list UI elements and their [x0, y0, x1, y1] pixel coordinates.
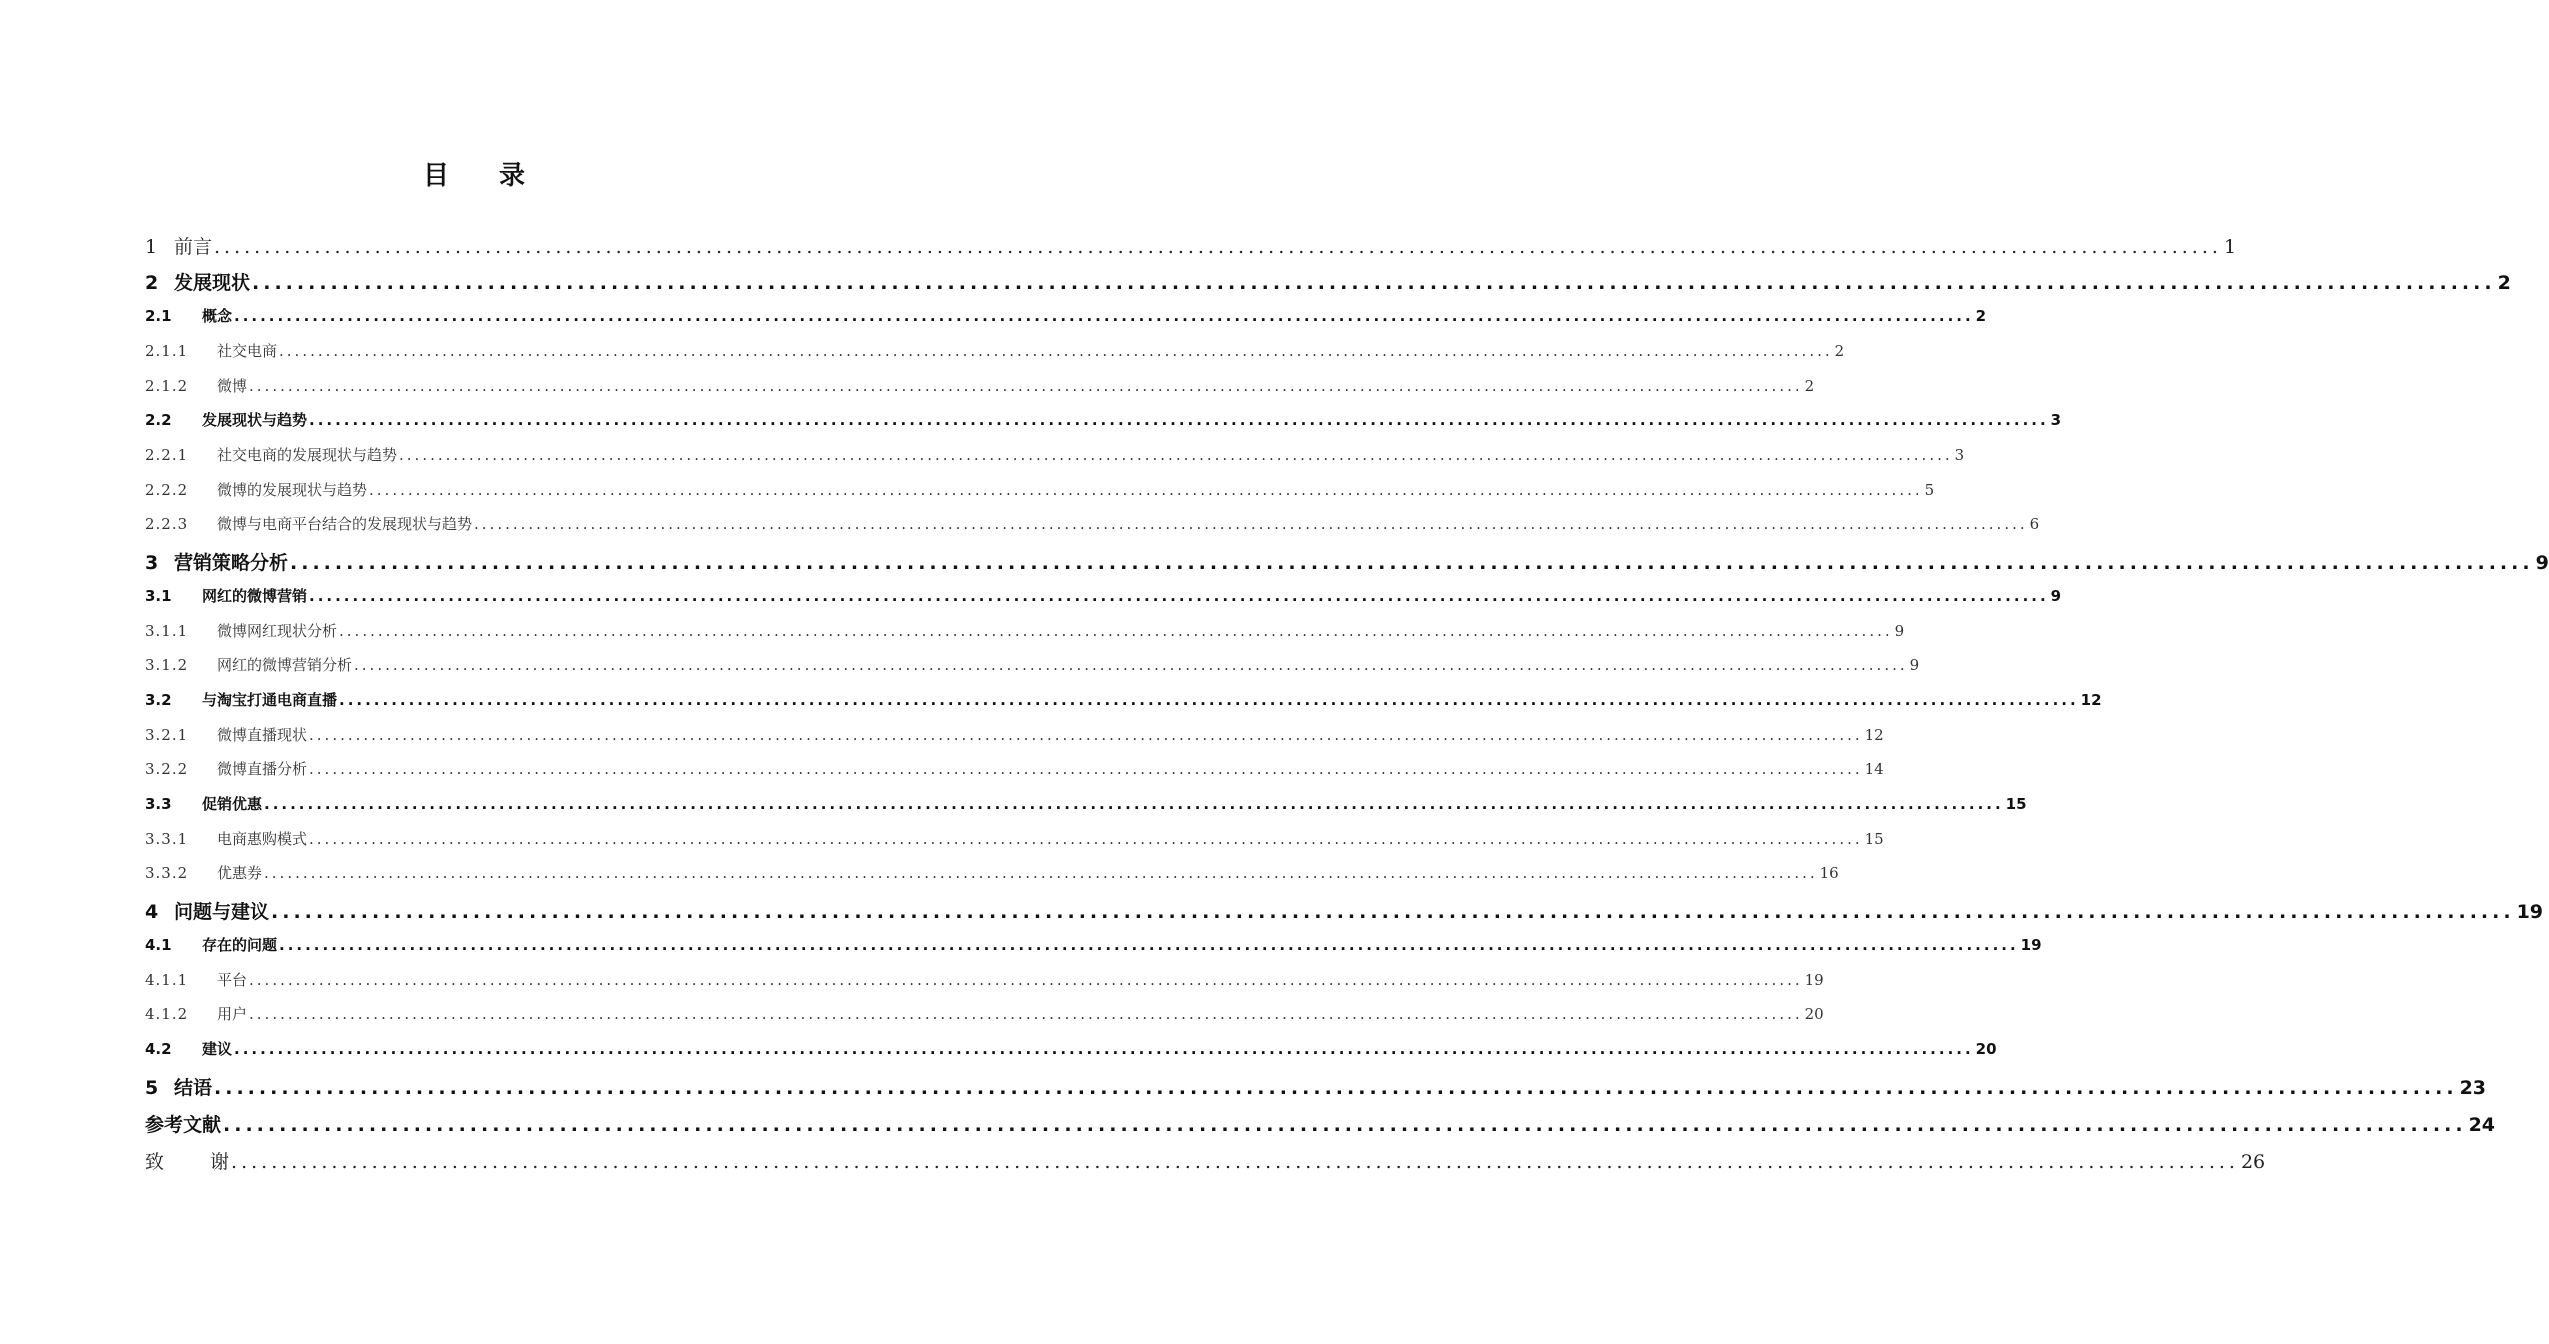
toc-entry-page-number: 9	[1894, 621, 1905, 640]
toc-entry-number: 2.2.3	[145, 515, 189, 533]
toc-leader-dots: ........................................................................................................................................................................................................	[279, 342, 1833, 360]
table-of-contents	[145, 232, 2549, 1183]
toc-entry-page-number: 15	[2005, 794, 2027, 813]
toc-entry-title: 电商惠购模式	[217, 829, 308, 848]
toc-entry-number: 2	[145, 272, 159, 294]
toc-entry-page-number: 20	[1975, 1039, 1997, 1058]
toc-leader-dots: ........................................................................................................................................................................................................	[290, 551, 2534, 574]
toc-entry[interactable]	[145, 897, 2544, 934]
toc-entry[interactable]	[145, 479, 1935, 514]
toc-leader-dots: ........................................................................................................................................................................................................	[223, 1113, 2467, 1136]
toc-entry-number: 3.1	[145, 586, 172, 605]
toc-entry-title: 微博与电商平台结合的发展现状与趋势	[217, 515, 473, 533]
toc-entry-number: 3	[145, 551, 159, 574]
toc-entry[interactable]	[145, 1073, 2487, 1110]
toc-entry[interactable]	[145, 513, 2040, 548]
toc-entry-number: 4.1	[145, 935, 172, 954]
toc-leader-dots: ........................................................................................................................................................................................................	[369, 480, 1923, 499]
toc-leader-dots: ........................................................................................................................................................................................................	[234, 307, 1974, 325]
toc-entry-page-number: 9	[2050, 586, 2062, 605]
title-char-left: 目	[422, 161, 451, 191]
toc-leader-dots: ........................................................................................................................................................................................................	[279, 935, 2019, 954]
toc-entry-title: 营销策略分析	[174, 551, 289, 574]
toc-leader-dots: ........................................................................................................................................................................................................	[252, 272, 2496, 294]
toc-entry[interactable]	[145, 340, 1845, 375]
toc-entry-page-number: 1	[2223, 236, 2237, 258]
toc-leader-dots: ........................................................................................................................................................................................................	[309, 760, 1863, 778]
toc-entry[interactable]	[145, 232, 2237, 268]
toc-entry-number: 2.1.2	[145, 376, 189, 395]
toc-entry-title: 社交电商的发展现状与趋势	[217, 446, 398, 464]
title-char-right: 录	[499, 161, 528, 191]
toc-entry-page-number: 15	[1864, 829, 1884, 848]
toc-entry-number: 4	[145, 900, 159, 923]
toc-entry[interactable]	[145, 969, 1824, 1004]
toc-entry-page-number: 20	[1804, 1005, 1824, 1023]
toc-entry-number: 2.2.2	[145, 480, 189, 499]
toc-entry[interactable]	[145, 793, 2027, 828]
toc-entry-title: 网红的微博营销分析	[217, 656, 353, 674]
toc-entry[interactable]	[145, 305, 1987, 340]
toc-entry-number: 3.3.1	[145, 829, 189, 848]
toc-entry-page-number: 2	[1804, 376, 1815, 395]
toc-leader-dots: ........................................................................................................................................................................................................	[474, 515, 2028, 533]
toc-entry[interactable]	[145, 758, 1884, 793]
toc-entry-number: 3.1.1	[145, 621, 189, 640]
toc-entry[interactable]	[145, 548, 2549, 585]
toc-entry-title	[145, 1147, 229, 1174]
toc-entry-page-number: 9	[2535, 551, 2549, 574]
toc-entry-title-char: 致	[145, 1150, 165, 1173]
toc-entry-title: 平台	[217, 970, 248, 989]
toc-leader-dots: ........................................................................................................................................................................................................	[309, 411, 2049, 429]
toc-entry-title: 微博直播现状	[217, 725, 308, 744]
toc-entry-number: 3.3.2	[145, 864, 189, 882]
toc-entry-title: 微博直播分析	[217, 760, 308, 778]
toc-leader-dots: ........................................................................................................................................................................................................	[309, 829, 1863, 848]
toc-entry-page-number: 16	[1819, 864, 1839, 882]
toc-entry-page-number: 19	[1804, 970, 1824, 989]
toc-entry[interactable]	[145, 934, 2042, 969]
toc-leader-dots: ........................................................................................................................................................................................................	[264, 864, 1818, 882]
toc-entry[interactable]	[145, 1038, 1997, 1073]
toc-entry-title: 网红的微博营销	[202, 586, 308, 605]
toc-entry[interactable]	[145, 724, 1884, 759]
toc-entry-title: 问题与建议	[174, 900, 270, 923]
toc-entry[interactable]	[145, 585, 2062, 620]
toc-leader-dots: ........................................................................................................................................................................................................	[249, 970, 1803, 989]
toc-entry[interactable]	[145, 409, 2062, 444]
toc-entry-number: 2.2	[145, 411, 172, 429]
toc-entry-number: 3.1.2	[145, 656, 189, 674]
toc-entry-page-number: 23	[2459, 1076, 2487, 1099]
toc-entry-title: 前言	[174, 236, 213, 258]
toc-leader-dots: ........................................................................................................................................................................................................	[249, 1005, 1803, 1023]
toc-leader-dots: ........................................................................................................................................................................................................	[354, 656, 1908, 674]
toc-leader-dots: ........................................................................................................................................................................................................	[249, 376, 1803, 395]
toc-entry[interactable]	[145, 1003, 1824, 1038]
toc-entry-number: 4.1.2	[145, 1005, 189, 1023]
toc-entry-title: 用户	[217, 1005, 248, 1023]
toc-entry-title: 社交电商	[217, 342, 278, 360]
toc-entry-title: 参考文献	[145, 1113, 222, 1136]
toc-entry[interactable]	[145, 1147, 2266, 1183]
toc-entry-page-number: 2	[1975, 307, 1987, 325]
toc-entry-page-number: 19	[2516, 900, 2544, 923]
toc-entry-page-number: 19	[2020, 935, 2042, 954]
toc-entry-title: 优惠券	[217, 864, 263, 882]
toc-leader-dots: ........................................................................................................................................................................................................	[399, 446, 1953, 464]
toc-entry-number: 2.2.1	[145, 446, 189, 464]
toc-leader-dots: ........................................................................................................................................................................................................	[214, 236, 2222, 258]
toc-entry[interactable]	[145, 375, 1815, 410]
toc-entry-number: 3.3	[145, 794, 172, 813]
toc-entry[interactable]	[145, 862, 1839, 897]
toc-entry-page-number: 12	[1864, 725, 1884, 744]
toc-leader-dots: ........................................................................................................................................................................................................	[271, 900, 2515, 923]
toc-entry-title: 微博网红现状分析	[217, 621, 338, 640]
toc-entry-number: 4.1.1	[145, 970, 189, 989]
toc-entry-number: 5	[145, 1076, 159, 1099]
toc-entry-title: 概念	[202, 307, 233, 325]
toc-entry-page-number: 6	[2029, 515, 2040, 533]
toc-leader-dots: ........................................................................................................................................................................................................	[309, 725, 1863, 744]
toc-entry-page-number: 2	[2497, 272, 2511, 294]
toc-entry-page-number: 2	[1834, 342, 1845, 360]
toc-entry-title: 与淘宝打通电商直播	[202, 690, 338, 709]
toc-leader-dots: ........................................................................................................................................................................................................	[234, 1039, 1974, 1058]
toc-entry-title: 发展现状	[174, 272, 251, 294]
toc-entry[interactable]	[145, 620, 1905, 655]
toc-leader-dots: ........................................................................................................................................................................................................	[214, 1076, 2458, 1099]
toc-entry-number: 1	[145, 236, 158, 258]
toc-entry[interactable]	[145, 828, 1884, 863]
toc-entry-title: 发展现状与趋势	[202, 411, 308, 429]
toc-entry[interactable]	[145, 689, 2102, 724]
toc-entry-title-char: 谢	[210, 1150, 230, 1173]
toc-entry-title: 结语	[174, 1076, 213, 1099]
toc-entry-page-number: 3	[1954, 446, 1965, 464]
toc-entry[interactable]	[145, 654, 1920, 689]
toc-entry-page-number: 14	[1864, 760, 1884, 778]
toc-leader-dots: ........................................................................................................................................................................................................	[264, 794, 2004, 813]
toc-entry-page-number: 24	[2468, 1113, 2496, 1136]
toc-entry-page-number: 26	[2240, 1150, 2266, 1173]
toc-entry-title: 存在的问题	[202, 935, 278, 954]
toc-leader-dots: ........................................................................................................................................................................................................	[339, 621, 1893, 640]
toc-entry[interactable]	[145, 1110, 2496, 1147]
toc-entry-number: 3.2	[145, 690, 172, 709]
toc-entry-title: 促销优惠	[202, 794, 263, 813]
toc-entry[interactable]	[145, 268, 2511, 305]
toc-entry-page-number: 9	[1909, 656, 1920, 674]
toc-entry-number: 2.1.1	[145, 342, 189, 360]
toc-entry-number: 4.2	[145, 1039, 172, 1058]
toc-entry-page-number: 3	[2050, 411, 2062, 429]
toc-entry-title: 微博的发展现状与趋势	[217, 480, 368, 499]
toc-entry-page-number: 5	[1924, 480, 1935, 499]
toc-entry-page-number: 12	[2080, 690, 2102, 709]
toc-entry-number: 3.2.2	[145, 760, 189, 778]
toc-leader-dots: ........................................................................................................................................................................................................	[309, 586, 2049, 605]
page-title	[0, 155, 950, 192]
toc-entry-number: 3.2.1	[145, 725, 189, 744]
toc-entry-title: 建议	[202, 1039, 233, 1058]
toc-entry-number: 2.1	[145, 307, 172, 325]
toc-entry-title: 微博	[217, 376, 248, 395]
toc-entry[interactable]	[145, 444, 1965, 479]
toc-leader-dots: ........................................................................................................................................................................................................	[339, 690, 2079, 709]
toc-leader-dots: ........................................................................................................................................................................................................	[231, 1150, 2239, 1173]
